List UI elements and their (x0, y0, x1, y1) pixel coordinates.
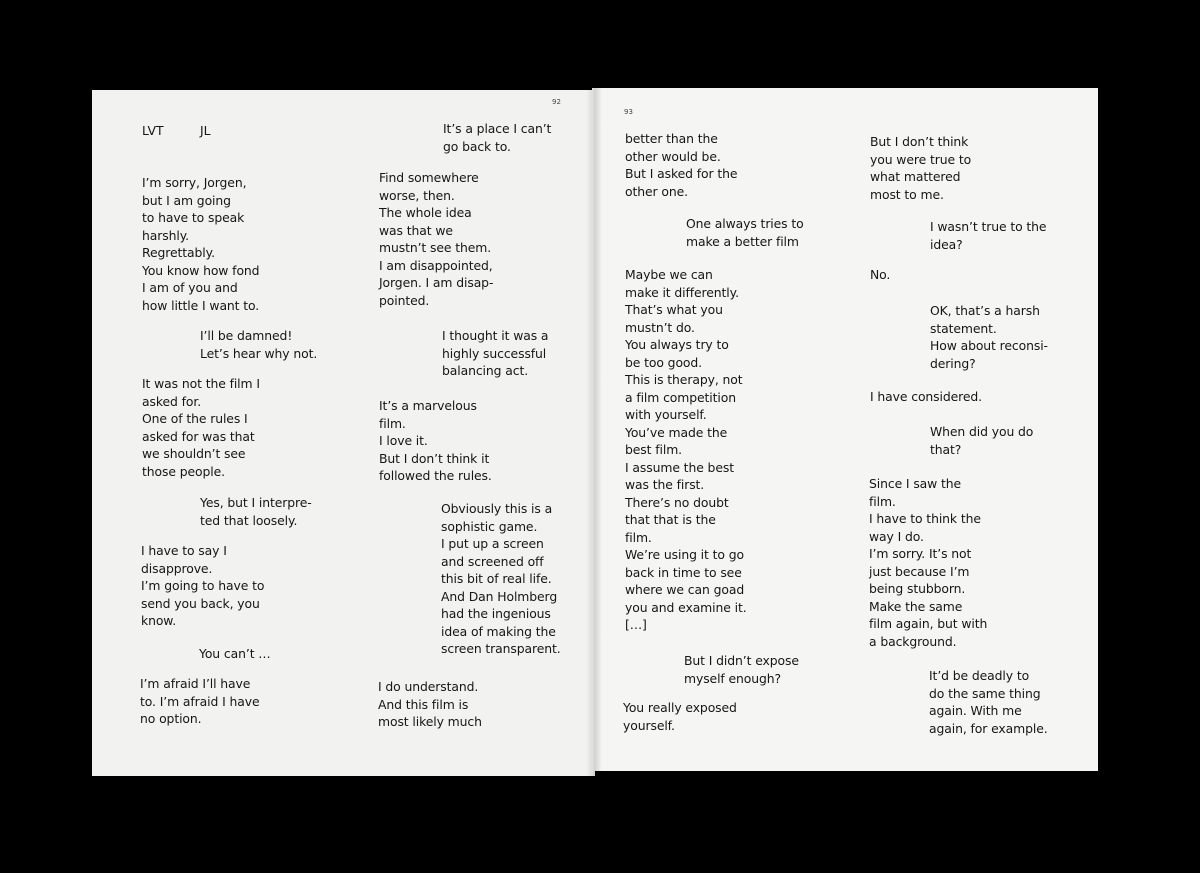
dialogue-line: When did you do that? (930, 424, 1034, 457)
dialogue-line: I’m sorry, Jorgen, but I am going to have to speak harshly. Regrettably. You know how fond I am of you and how little I want to. (142, 175, 260, 313)
dialogue-line: But I don’t think you were true to what mattered most to me. (870, 134, 972, 202)
dialogue-line: You can’t … (199, 646, 271, 661)
dialogue-line: I wasn’t true to the idea? (930, 219, 1047, 252)
dialogue-line: No. (870, 267, 891, 282)
dialogue-line: OK, that’s a harsh statement. How about reconsi- dering? (930, 303, 1048, 371)
speaker-label-lvt: LVT (142, 123, 164, 138)
speaker-label-jl: JL (200, 123, 211, 138)
dialogue-line: Yes, but I interpre- ted that loosely. (200, 495, 312, 528)
dialogue-line: I do understand. And this film is most likely much (378, 679, 482, 729)
right-page (592, 88, 1098, 771)
dialogue-line: But I didn’t expose myself enough? (684, 653, 799, 686)
dialogue-line: One always tries to make a better film (686, 216, 804, 249)
dialogue-line: Find somewhere worse, then. The whole idea was that we mustn’t see them. I am disappointed, Jorgen. I am disap- pointed. (379, 170, 494, 308)
dialogue-line: Maybe we can make it differently. That’s what you mustn’t do. You always try to be too good. This is therapy, not a film competition with yourself. You’ve made the best film. I assume the best was the first. There’s no doubt that that is the film. We’re using it to go back in time to see where we can goad you and examine it. […] (625, 267, 747, 632)
dialogue-line: Obviously this is a sophistic game. I put up a screen and screened off this bit of real life. And Dan Holmberg had the ingenious idea of making the screen transparent. (441, 501, 561, 656)
dialogue-line: It’d be deadly to do the same thing again. With me again, for example. (929, 668, 1048, 736)
page-number-left: 92 (552, 98, 561, 106)
dialogue-line: You really exposed yourself. (623, 700, 737, 733)
left-page (92, 90, 595, 776)
dialogue-line: It’s a place I can’t go back to. (443, 121, 552, 154)
dialogue-line: Since I saw the film. I have to think the way I do. I’m sorry. It’s not just because I’m being stubborn. Make the same film again, but with a background. (869, 476, 988, 649)
dialogue-line: I have considered. (870, 389, 983, 404)
dialogue-line: I’m afraid I’ll have to. I’m afraid I have no option. (140, 676, 260, 726)
dialogue-line: I’ll be damned! Let’s hear why not. (200, 328, 318, 361)
dialogue-line: I have to say I disapprove. I’m going to have to send you back, you know. (141, 543, 265, 628)
dialogue-line: It’s a marvelous film. I love it. But I don’t think it followed the rules. (379, 398, 492, 483)
dialogue-line: better than the other would be. But I asked for the other one. (625, 131, 738, 199)
page-number-right: 93 (624, 108, 633, 116)
dialogue-line: It was not the film I asked for. One of the rules I asked for was that we shouldn’t see those people. (142, 376, 260, 479)
dialogue-line: I thought it was a highly successful balancing act. (442, 328, 549, 378)
